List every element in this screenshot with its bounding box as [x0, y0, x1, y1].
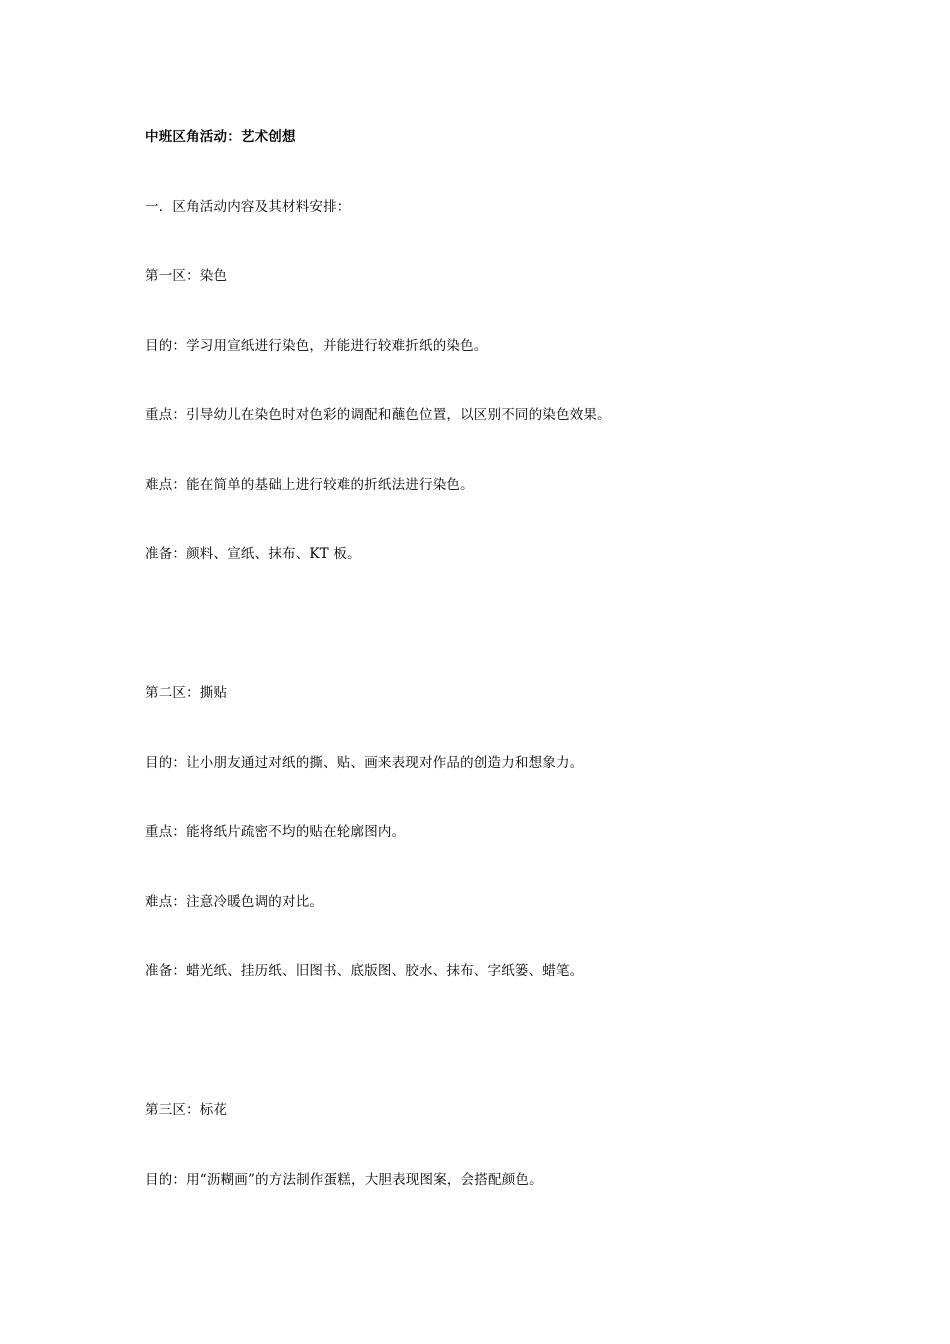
zone-2-key-point: 重点：能将纸片疏密不均的贴在轮廓图内。: [145, 824, 406, 840]
document-title: 中班区角活动：艺术创想: [145, 129, 296, 145]
zone-1-materials: 准备：颜料、宣纸、抹布、KT 板。: [145, 546, 361, 562]
section-heading: 一．区角活动内容及其材料安排：: [145, 199, 351, 215]
zone-1-difficulty: 难点：能在简单的基础上进行较难的折纸法进行染色。: [145, 477, 474, 493]
zone-2-materials: 准备：蜡光纸、挂历纸、旧图书、底版图、胶水、抹布、字纸篓、蜡笔。: [145, 963, 584, 979]
zone-1-goal: 目的：学习用宣纸进行染色，并能进行较难折纸的染色。: [145, 338, 488, 354]
zone-2-goal: 目的：让小朋友通过对纸的撕、贴、画来表现对作品的创造力和想象力。: [145, 755, 584, 771]
zone-3-goal: 目的：用“沥糊画”的方法制作蛋糕，大胆表现图案，会搭配颜色。: [145, 1172, 543, 1188]
zone-2-difficulty: 难点：注意冷暖色调的对比。: [145, 894, 324, 910]
zone-3-name: 第三区：标花: [145, 1102, 228, 1118]
zone-2-name: 第二区：撕贴: [145, 685, 228, 701]
zone-1-name: 第一区：染色: [145, 268, 228, 284]
zone-1-key-point: 重点：引导幼儿在染色时对色彩的调配和蘸色位置，以区别不同的染色效果。: [145, 407, 611, 423]
